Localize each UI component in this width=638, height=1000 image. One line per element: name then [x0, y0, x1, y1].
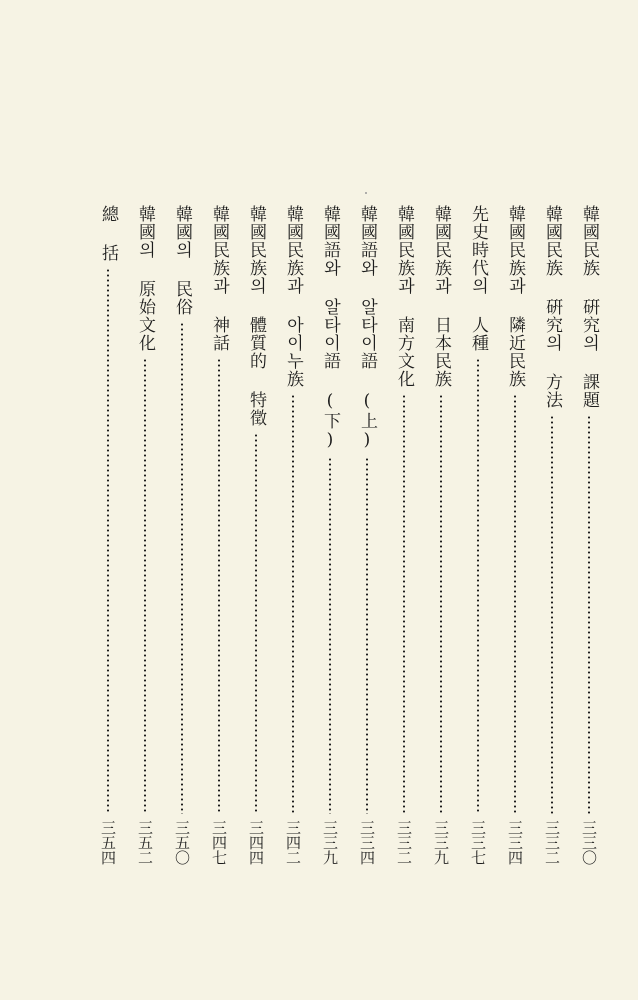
dot-leader — [255, 433, 257, 814]
dot-leader — [440, 394, 442, 814]
toc-entry-title: 韓國民族 硏究의 課題 — [579, 205, 599, 409]
dot-leader — [588, 415, 590, 814]
toc-entry-page: 三三九 — [321, 820, 339, 865]
toc-entry-page: 三三四 — [506, 820, 524, 865]
toc-entry-page: 三三九 — [432, 820, 450, 865]
dot-leader — [292, 394, 294, 814]
toc-entry — [243, 205, 269, 865]
toc-entry-page: 三五〇 — [173, 820, 191, 865]
toc-entry-page: 三五四 — [99, 820, 117, 865]
dot-leader — [366, 457, 368, 814]
toc-entry — [132, 205, 158, 865]
toc-entry — [354, 205, 380, 865]
toc-entry-title: 先史時代의 人種 — [468, 205, 488, 352]
dot-leader — [218, 358, 220, 814]
dot-leader — [181, 322, 183, 814]
toc-entry-title: 韓國民族과 隣近民族 — [505, 205, 525, 388]
dot-leader — [144, 358, 146, 814]
toc-entry — [502, 205, 528, 865]
toc-entry-title: 韓國民族과 日本民族 — [431, 205, 451, 388]
table-of-contents — [42, 205, 602, 865]
toc-entry-title: 韓國民族 硏究의 方法 — [542, 205, 562, 409]
toc-entry-title: 韓國의 民俗 — [172, 205, 192, 316]
toc-entry-title: 韓國民族과 神話 — [209, 205, 229, 352]
dot-leader — [551, 415, 553, 814]
toc-entry — [317, 205, 343, 865]
dot-leader — [477, 358, 479, 814]
toc-entry-title: 韓國의 原始文化 — [135, 205, 155, 352]
dot-leader — [329, 457, 331, 814]
toc-entry-page: 三三二 — [543, 820, 561, 865]
toc-entry — [95, 205, 121, 865]
toc-entry-page: 三四四 — [247, 820, 265, 865]
toc-entry-title: 總 括 — [98, 205, 118, 262]
toc-entry — [465, 205, 491, 865]
toc-entry-title: 韓國民族의 體質的 特徵 — [246, 205, 266, 427]
toc-entry-title: 韓國民族과 南方文化 — [394, 205, 414, 388]
toc-entry — [428, 205, 454, 865]
toc-entry-page: 三三四 — [358, 820, 376, 865]
toc-entry — [206, 205, 232, 865]
toc-entry — [539, 205, 565, 865]
toc-entry-page: 三四七 — [210, 820, 228, 865]
toc-entry-page: 三三七 — [469, 820, 487, 865]
toc-entry-page: 三三〇 — [580, 820, 598, 865]
toc-entry-title: 韓國民族과 아이누族 — [283, 205, 303, 388]
toc-entry — [169, 205, 195, 865]
toc-entry-page: 三五二 — [136, 820, 154, 865]
toc-entry-page: 三三二 — [395, 820, 413, 865]
toc-entry — [391, 205, 417, 865]
toc-entry — [280, 205, 306, 865]
dot-leader — [514, 394, 516, 814]
dot-leader — [107, 268, 109, 814]
dot-leader — [403, 394, 405, 814]
toc-entry-page: 三四二 — [284, 820, 302, 865]
toc-entry-title: 韓國語와 알타이語 (下) — [320, 205, 340, 451]
toc-entry — [576, 205, 602, 865]
toc-entry-title: 韓國語와 알타이語 (上) — [357, 205, 377, 451]
paper-speck — [365, 192, 367, 194]
